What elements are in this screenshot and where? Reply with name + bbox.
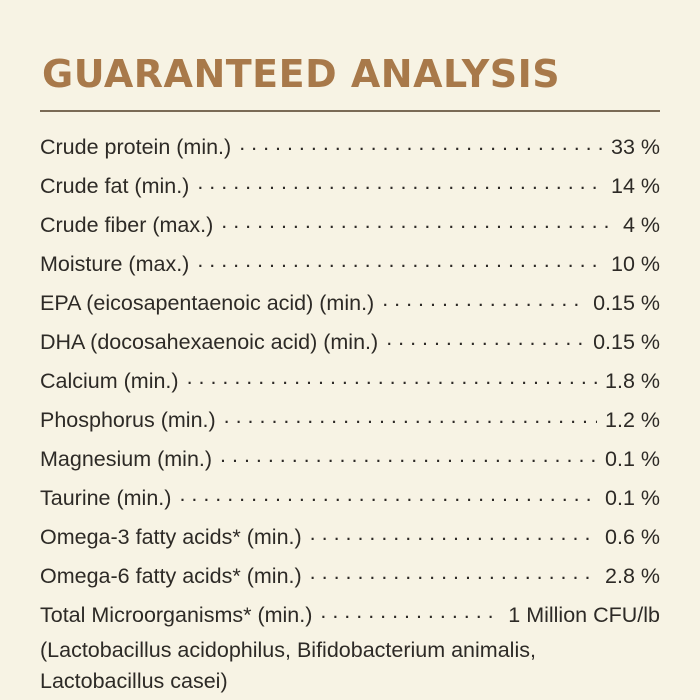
list-item xyxy=(40,204,660,243)
nutrient-label: Crude protein (min.) xyxy=(40,135,232,159)
nutrient-value: 0.6 % xyxy=(605,525,660,549)
analysis-list xyxy=(40,126,660,633)
leader-dots xyxy=(382,289,585,311)
list-item xyxy=(40,399,660,438)
nutrient-value: 2.8 % xyxy=(605,564,660,588)
nutrient-label: Moisture (max.) xyxy=(40,252,190,276)
nutrient-value: 0.15 % xyxy=(593,330,660,354)
list-item xyxy=(40,594,660,633)
list-item xyxy=(40,477,660,516)
nutrient-value: 1.2 % xyxy=(605,408,660,432)
footnote-line-2: Lactobacillus casei) xyxy=(40,669,228,694)
leader-dots xyxy=(197,250,603,272)
list-item xyxy=(40,360,660,399)
nutrient-value: 14 % xyxy=(610,174,660,198)
nutrient-label: Calcium (min.) xyxy=(40,369,179,393)
nutrient-value: 0.15 % xyxy=(593,291,660,315)
list-item xyxy=(40,438,660,477)
leader-dots xyxy=(239,133,603,155)
list-item xyxy=(40,243,660,282)
list-item xyxy=(40,282,660,321)
nutrient-value: 0.1 % xyxy=(605,447,660,471)
nutrient-value: 1 Million CFU/lb xyxy=(508,603,660,627)
nutrient-label: Omega-3 fatty acids* (min.) xyxy=(40,525,302,549)
nutrient-label: DHA (docosahexaenoic acid) (min.) xyxy=(40,330,379,354)
title-divider xyxy=(40,110,660,112)
page-title: GUARANTEED ANALYSIS xyxy=(42,52,561,96)
nutrient-value: 33 % xyxy=(610,135,660,159)
leader-dots xyxy=(197,172,603,194)
leader-dots xyxy=(187,367,597,389)
nutrient-value: 10 % xyxy=(610,252,660,276)
leader-dots xyxy=(179,484,597,506)
list-item xyxy=(40,165,660,204)
nutrient-label: Taurine (min.) xyxy=(40,486,172,510)
leader-dots xyxy=(320,601,500,623)
footnote xyxy=(40,633,660,697)
nutrient-label: Crude fat (min.) xyxy=(40,174,190,198)
leader-dots xyxy=(310,523,597,545)
list-item xyxy=(40,321,660,360)
leader-dots xyxy=(221,211,615,233)
leader-dots xyxy=(310,562,597,584)
leader-dots xyxy=(224,406,597,428)
list-item xyxy=(40,555,660,594)
nutrient-label: Crude fiber (max.) xyxy=(40,213,214,237)
nutrient-value: 4 % xyxy=(622,213,660,237)
nutrient-label: Phosphorus (min.) xyxy=(40,408,216,432)
nutrient-label: Omega-6 fatty acids* (min.) xyxy=(40,564,302,588)
nutrient-value: 1.8 % xyxy=(605,369,660,393)
nutrient-value: 0.1 % xyxy=(605,486,660,510)
list-item xyxy=(40,126,660,165)
nutrient-label: Magnesium (min.) xyxy=(40,447,213,471)
leader-dots xyxy=(386,328,585,350)
nutrient-label: EPA (eicosapentaenoic acid) (min.) xyxy=(40,291,375,315)
footnote-line-1: (Lactobacillus acidophilus, Bifidobacterium animalis, xyxy=(40,638,536,662)
nutrient-label: Total Microorganisms* (min.) xyxy=(40,603,313,627)
leader-dots xyxy=(220,445,597,467)
list-item xyxy=(40,516,660,555)
